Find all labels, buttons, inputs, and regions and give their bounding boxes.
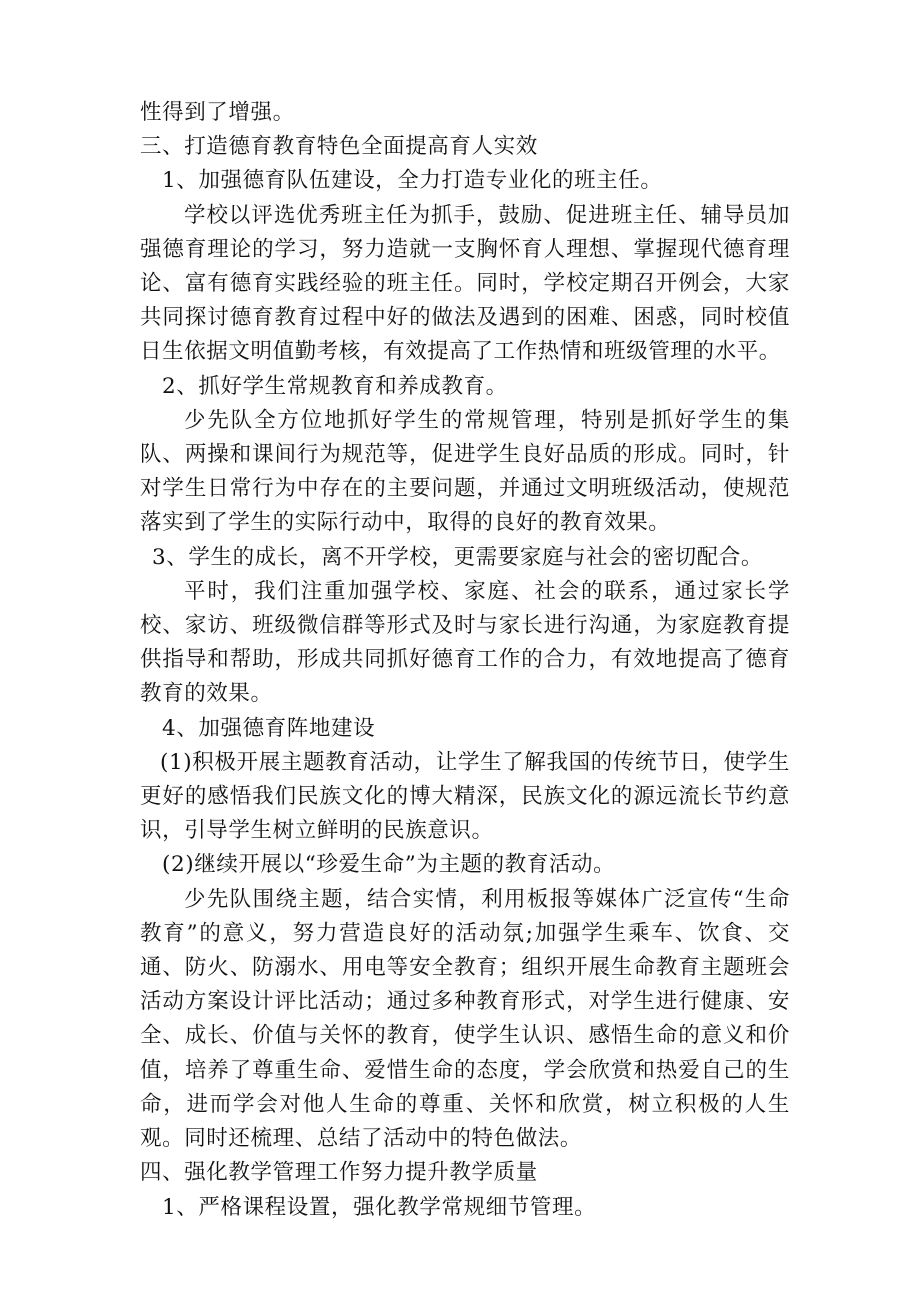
- document-body: [140, 96, 790, 1225]
- section-heading-3: 三、打造德育教育特色全面提高育人实效: [140, 134, 538, 160]
- body-paragraph: 学校以评选优秀班主任为抓手，鼓励、促进班主任、辅导员加强德育理论的学习，努力造就一支胸怀育人理想、掌握现代德育理论、富有德育实践经验的班主任。同时，学校定期召开例会，大家共同探讨德育教育过程中好的做法及遇到的困难、困惑，同时校值日生依据文明值勤考核，有效提高了工作热情和班级管理的水平。: [140, 202, 790, 365]
- subheading-3-1: 1、加强德育队伍建设，全力打造专业化的班主任。: [162, 168, 663, 194]
- body-paragraph: 平时，我们注重加强学校、家庭、社会的联系，通过家长学校、家访、班级微信群等形式及时与家长进行沟通，为家庭教育提供指导和帮助，形成共同抓好德育工作的合力，有效地提高了德育教育的效果。: [140, 578, 790, 707]
- subheading-4-1: 1、严格课程设置，强化教学常规细节管理。: [162, 1194, 597, 1220]
- paragraph-continuation: 性得到了增强。: [140, 100, 295, 125]
- subheading-3-3: 3、学生的成长，离不开学校，更需要家庭与社会的密切配合。: [152, 544, 763, 570]
- list-item-2: (2)继续开展以“珍爱生命”为主题的教育活动。: [162, 852, 616, 878]
- subheading-3-2: 2、抓好学生常规教育和养成教育。: [162, 373, 508, 399]
- body-paragraph: 少先队全方位地抓好学生的常规管理，特别是抓好学生的集队、两操和课间行为规范等，促进学生良好品质的形成。同时，针对学生日常行为中存在的主要问题，并通过文明班级活动，使规范落实到了学生的实际行动中，取得的良好的教育效果。: [140, 407, 790, 536]
- body-paragraph: 少先队围绕主题，结合实情，利用板报等媒体广泛宣传“生命教育”的意义，努力营造良好的活动氛;加强学生乘车、饮食、交通、防火、防溺水、用电等安全教育；组织开展生命教育主题班会活动方案设计评比活动；通过多种教育形式，对学生进行健康、安全、成长、价值与关怀的教育，使学生认识、感悟生命的意义和价值，培养了尊重生命、爱惜生命的态度，学会欣赏和热爱自己的生命，进而学会对他人生命的尊重、关怀和欣赏，树立积极的人生观。同时还梳理、总结了活动中的特色做法。: [140, 886, 790, 1152]
- subheading-3-4: 4、加强德育阵地建设: [162, 715, 376, 741]
- list-item-1: (1)积极开展主题教育活动，让学生了解我国的传统节日，使学生更好的感悟我们民族文化的博大精深，民族文化的源远流长节约意识，引导学生树立鲜明的民族意识。: [140, 749, 790, 844]
- section-heading-4: 四、强化教学管理工作努力提升教学质量: [140, 1160, 538, 1186]
